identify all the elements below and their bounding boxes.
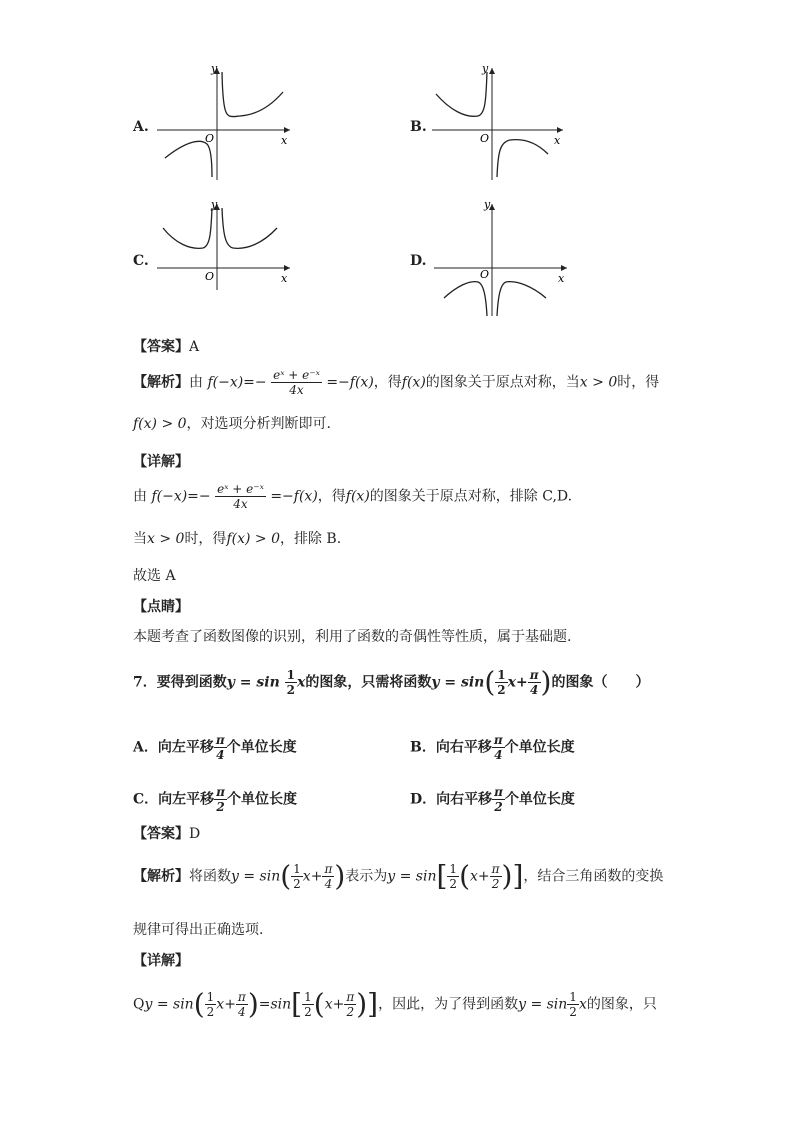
q6-comment-tag: 【点睛】	[133, 599, 189, 615]
q6-analysis-line1: 【解析】由 f(−x)=− $\frac{\text{eˣ + e⁻ˣ}}{4x}$ =−f(x)，得f(x)的图象关于原点对称，当x > 0时，得	[133, 368, 660, 397]
graph-c-curve-right	[222, 208, 277, 248]
graph-c-label: C.	[133, 253, 149, 269]
graph-c-x-label: x	[281, 272, 288, 285]
graph-a-origin: O	[205, 132, 215, 145]
q6-detail-line2: 当x > 0时，得f(x) > 0，排除 B.	[133, 531, 342, 547]
graph-b	[430, 62, 570, 182]
q6-analysis-line2: f(x) > 0，对选项分析判断即可.	[133, 416, 331, 432]
q7-detail-line1: Qy = sin( $\frac{1}{2}$ x+ $\frac{\pi}{4}$ )=sin[ $\frac{1}{2}$ (x+ $\frac{\pi}{2}$ )]，因此，为了得到函数y = sin $\frac{1}{2}$ x的图象，只	[133, 987, 657, 1021]
graph-a-curve-left	[165, 141, 212, 177]
q7-option-d: D．向右平移 $\frac{\pi}{2}$ 个单位长度	[410, 785, 575, 814]
graph-c-origin: O	[205, 270, 215, 283]
q7-analysis-line1: 【解析】将函数y = sin( $\frac{1}{2}$ x+ $\frac{\pi}{4}$ )表示为y = sin[ $\frac{1}{2}$ (x+ $\frac{\pi}{2}$ )]，结合三角函数的变换	[133, 859, 664, 893]
graph-b-curve-right	[497, 140, 548, 177]
q6-frac: $\frac{\text{eˣ + e⁻ˣ}}{4x}$	[273, 368, 320, 397]
graph-b-label: B.	[410, 119, 427, 135]
graph-d-y-label: y	[484, 198, 491, 211]
graph-d-x-label: x	[558, 272, 565, 285]
q7-option-c: C．向左平移 $\frac{\pi}{2}$ 个单位长度	[133, 785, 297, 814]
graph-b-origin: O	[480, 132, 490, 145]
q6-comment: 本题考查了函数图像的识别，利用了函数的奇偶性等性质，属于基础题.	[133, 629, 572, 645]
graph-a-y-label: y	[211, 62, 218, 75]
graph-c-y-label: y	[211, 198, 218, 211]
graph-b-x-label: x	[554, 134, 561, 147]
graph-d	[432, 198, 572, 323]
graph-b-curve-left	[436, 72, 487, 116]
q7-option-a: A．向左平移 $\frac{\pi}{4}$ 个单位长度	[133, 733, 297, 762]
q6-choose: 故选 A	[133, 568, 176, 584]
graph-d-curve-right	[497, 282, 546, 316]
graph-d-origin: O	[480, 268, 490, 281]
q6-detail-tag: 【详解】	[133, 454, 189, 470]
q7-answer: 【答案】D	[133, 826, 201, 842]
q6-answer: 【答案】A	[133, 339, 200, 355]
q6-detail-line1: 由 f(−x)=− $\frac{\text{eˣ + e⁻ˣ}}{4x}$ =−f(x)，得f(x)的图象关于原点对称，排除 C,D.	[133, 482, 573, 511]
q7-option-b: B．向右平移 $\frac{\pi}{4}$ 个单位长度	[410, 733, 575, 762]
graph-a-label: A.	[133, 119, 149, 135]
graph-b-y-label: y	[482, 62, 489, 75]
graph-d-label: D.	[410, 253, 427, 269]
q7-stem: 7．要得到函数y = sin $\frac{1}{2}$ x的图象，只需将函数y = sin( $\frac{1}{2}$ x+ $\frac{\pi}{4}$ )的图象（ ）	[133, 665, 650, 699]
graph-a-x-label: x	[281, 134, 288, 147]
graph-a	[155, 62, 295, 182]
graph-a-curve-right	[222, 72, 283, 117]
q7-detail-tag: 【详解】	[133, 953, 189, 969]
graph-c-curve-left	[163, 208, 212, 248]
q7-analysis-line2: 规律可得出正确选项.	[133, 922, 264, 938]
graph-c	[155, 198, 295, 293]
graph-d-curve-left	[444, 282, 487, 316]
